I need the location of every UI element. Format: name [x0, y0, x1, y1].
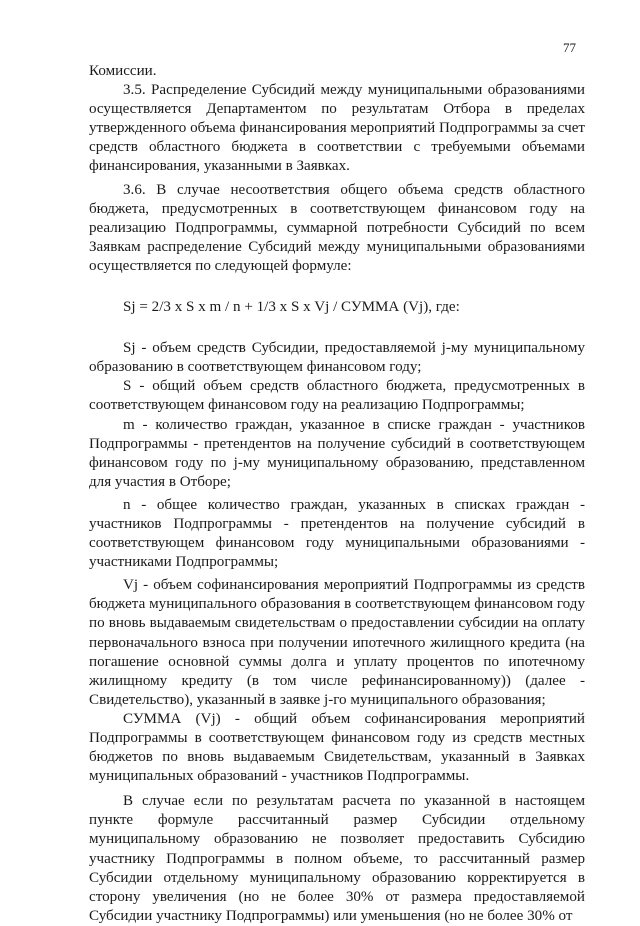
paragraph-adjustment: В случае если по результатам расчета по указанной в настоящем пункте формуле рассчитанный размер Субсидии отдельному муниципальному образованию не позволяет предоставить Субсидию участнику Подпрограммы в полном объеме, то рассчитанный размер Субсидии отдельному муниципальному образованию корректируется в сторону увеличения (но не более 30% от размера предоставляемой Субсидии участнику Подпрограммы) или уменьшения (но не более 30% от: [89, 793, 585, 924]
definition-summa-vj: СУММА (Vj) - общий объем софинансирования мероприятий Подпрограммы в соответствующем финансовом году из средств местных бюджетов по вновь выдаваемым Свидетельствам, указанный в Заявках муниципальных образований - участников Подпрограммы.: [89, 710, 585, 785]
definition-m: m - количество граждан, указанное в списке граждан - участников Подпрограммы - претендентов на получение субсидий в соответствующем финансовом году по j-му муниципальному образованию, представленном для участия в Отборе;: [89, 416, 585, 490]
distribution-formula: Sj = 2/3 x S x m / n + 1/3 x S x Vj / СУММА (Vj), где:: [123, 299, 460, 316]
page-number: 77: [563, 40, 576, 55]
definition-vj: Vj - объем софинансирования мероприятий Подпрограммы из средств бюджета муниципального образования в соответствующем финансовом году по вновь выдаваемым свидетельствам о предоставлении субсидии на оплату первоначального взноса при получении ипотечного жилищного кредита (на погашение основной суммы долга и уплату процентов по ипотечному жилищному кредиту (в том числе рефинансированному)) (далее - Свидетельство), указанный в заявке j-го муниципального образования;: [89, 577, 585, 708]
definition-sj: Sj - объем средств Субсидии, предоставляемой j-му муниципальному образованию в соответствующем финансовом году;: [89, 340, 585, 376]
paragraph-commission-end: Комиссии.: [89, 63, 157, 79]
paragraph-3-6: 3.6. В случае несоответствия общего объема средств областного бюджета, предусмотренных в соответствующем финансовом году на реализацию Подпрограммы, суммарной потребности Субсидий по всем Заявкам распределение Субсидий между муниципальными образованиями осуществляется по следующей формуле:: [89, 181, 585, 274]
definition-n: n - общее количество граждан, указанных в списках граждан - участников Подпрограммы - претендентов на получение субсидий в соответствующем финансовом году муниципальными образованиями - участниками Подпрограммы;: [89, 496, 585, 571]
definition-s: S - общий объем средств областного бюджета, предусмотренных в соответствующем финансовом году на реализацию Подпрограммы;: [89, 378, 585, 414]
paragraph-3-5: 3.5. Распределение Субсидий между муниципальными образованиями осуществляется Департаментом по результатам Отбора в пределах утвержденного объема финансирования мероприятий Подпрограммы за счет средств областного бюджета в соответствии с требуемыми объемами финансирования, указанными в Заявках.: [89, 82, 585, 175]
document-body: [89, 62, 585, 926]
